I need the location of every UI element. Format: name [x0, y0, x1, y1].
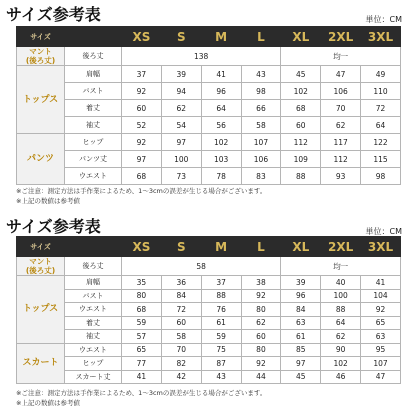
- value-cell: 45: [281, 370, 321, 384]
- value-cell: 112: [281, 134, 321, 151]
- table-row: [17, 330, 401, 344]
- category-cell: トップス: [17, 276, 65, 344]
- item-cell: 後ろ丈: [65, 257, 122, 276]
- value-cell: 65: [122, 343, 162, 357]
- category-cell: トップス: [17, 66, 65, 134]
- note-line: ※ご注意：測定方法は手作業によるため、1～3cmの誤差が生じる場合がございます。: [16, 389, 267, 397]
- value-cell: 41: [201, 66, 241, 83]
- item-cell: バスト: [65, 83, 122, 100]
- value-cell: 97: [281, 357, 321, 371]
- size-chart-section-2: [0, 212, 416, 416]
- value-cell: 115: [361, 151, 401, 168]
- value-cell: 88: [281, 168, 321, 185]
- value-cell: 106: [321, 83, 361, 100]
- value-cell: 43: [201, 370, 241, 384]
- value-cell: 107: [361, 357, 401, 371]
- table-row: [17, 303, 401, 317]
- header-blank: [65, 27, 122, 47]
- value-cell: 62: [161, 100, 201, 117]
- value-cell: 40: [321, 276, 361, 290]
- value-cell: 42: [161, 370, 201, 384]
- value-cell: 61: [201, 316, 241, 330]
- value-cell: 63: [361, 330, 401, 344]
- item-cell: バスト: [65, 289, 122, 303]
- header-size: XL: [281, 27, 321, 47]
- note-line: ※上記の数値は参考値: [16, 197, 80, 205]
- header-blank: [65, 237, 122, 257]
- header-size: XS: [122, 237, 162, 257]
- value-cell: 37: [201, 276, 241, 290]
- value-cell: 92: [122, 134, 162, 151]
- value-cell: 52: [122, 117, 162, 134]
- page-title: サイズ参考表: [6, 5, 101, 24]
- value-cell: 39: [281, 276, 321, 290]
- span-value-cell: 均一: [281, 47, 401, 66]
- item-cell: ヒップ: [65, 357, 122, 371]
- value-cell: 36: [161, 276, 201, 290]
- value-cell: 47: [361, 370, 401, 384]
- value-cell: 59: [122, 316, 162, 330]
- value-cell: 96: [201, 83, 241, 100]
- value-cell: 88: [201, 289, 241, 303]
- value-cell: 45: [281, 66, 321, 83]
- value-cell: 41: [361, 276, 401, 290]
- value-cell: 80: [241, 303, 281, 317]
- value-cell: 103: [201, 151, 241, 168]
- item-cell: 肩幅: [65, 276, 122, 290]
- value-cell: 68: [122, 168, 162, 185]
- note-line: ※ご注意：測定方法は手作業によるため、1～3cmの誤差が生じる場合がございます。: [16, 187, 267, 195]
- header-size: 3XL: [361, 237, 401, 257]
- value-cell: 109: [281, 151, 321, 168]
- size-table: [16, 26, 401, 185]
- value-cell: 92: [361, 303, 401, 317]
- value-cell: 117: [321, 134, 361, 151]
- value-cell: 63: [281, 316, 321, 330]
- value-cell: 90: [321, 343, 361, 357]
- value-cell: 92: [241, 357, 281, 371]
- header-size-label: サイズ: [17, 237, 65, 257]
- table-row: [17, 316, 401, 330]
- value-cell: 54: [161, 117, 201, 134]
- value-cell: 46: [321, 370, 361, 384]
- value-cell: 106: [241, 151, 281, 168]
- size-table: [16, 236, 401, 384]
- value-cell: 60: [122, 100, 162, 117]
- table-row: [17, 289, 401, 303]
- value-cell: 104: [361, 289, 401, 303]
- value-cell: 64: [361, 117, 401, 134]
- header-size: 3XL: [361, 27, 401, 47]
- value-cell: 62: [321, 330, 361, 344]
- value-cell: 80: [241, 343, 281, 357]
- value-cell: 58: [161, 330, 201, 344]
- value-cell: 38: [241, 276, 281, 290]
- table-row: [17, 276, 401, 290]
- value-cell: 62: [321, 117, 361, 134]
- table-row: [17, 117, 401, 134]
- value-cell: 88: [321, 303, 361, 317]
- value-cell: 84: [281, 303, 321, 317]
- header-size: 2XL: [321, 27, 361, 47]
- value-cell: 93: [321, 168, 361, 185]
- value-cell: 43: [241, 66, 281, 83]
- span-value-cell: 58: [122, 257, 281, 276]
- item-cell: ヒップ: [65, 134, 122, 151]
- item-cell: 肩幅: [65, 66, 122, 83]
- value-cell: 58: [241, 117, 281, 134]
- header-size: L: [241, 237, 281, 257]
- value-cell: 97: [122, 151, 162, 168]
- value-cell: 61: [281, 330, 321, 344]
- value-cell: 73: [161, 168, 201, 185]
- notes: [16, 388, 266, 408]
- table-row: [17, 168, 401, 185]
- header-size: XS: [122, 27, 162, 47]
- header-size: L: [241, 27, 281, 47]
- value-cell: 39: [161, 66, 201, 83]
- table-row: [17, 151, 401, 168]
- value-cell: 72: [361, 100, 401, 117]
- value-cell: 37: [122, 66, 162, 83]
- item-cell: スカート丈: [65, 370, 122, 384]
- table-row: [17, 343, 401, 357]
- header-size-label: サイズ: [17, 27, 65, 47]
- value-cell: 77: [122, 357, 162, 371]
- notes: [16, 186, 266, 206]
- item-cell: パンツ丈: [65, 151, 122, 168]
- category-cell: マント (後ろ丈): [17, 47, 65, 66]
- value-cell: 66: [241, 100, 281, 117]
- value-cell: 72: [161, 303, 201, 317]
- value-cell: 47: [321, 66, 361, 83]
- value-cell: 102: [201, 134, 241, 151]
- header-size: 2XL: [321, 237, 361, 257]
- item-cell: ウエスト: [65, 303, 122, 317]
- value-cell: 82: [161, 357, 201, 371]
- value-cell: 49: [361, 66, 401, 83]
- value-cell: 70: [321, 100, 361, 117]
- value-cell: 92: [241, 289, 281, 303]
- item-cell: 着丈: [65, 100, 122, 117]
- value-cell: 102: [321, 357, 361, 371]
- table-row: [17, 134, 401, 151]
- table-row: [17, 47, 401, 66]
- header-size: XL: [281, 237, 321, 257]
- note-line: ※上記の数値は参考値: [16, 399, 80, 407]
- value-cell: 80: [122, 289, 162, 303]
- value-cell: 84: [161, 289, 201, 303]
- value-cell: 122: [361, 134, 401, 151]
- value-cell: 95: [361, 343, 401, 357]
- value-cell: 107: [241, 134, 281, 151]
- value-cell: 70: [161, 343, 201, 357]
- value-cell: 59: [201, 330, 241, 344]
- value-cell: 98: [361, 168, 401, 185]
- header-size: M: [201, 237, 241, 257]
- header-size: S: [161, 27, 201, 47]
- table-row: [17, 357, 401, 371]
- value-cell: 60: [281, 117, 321, 134]
- value-cell: 75: [201, 343, 241, 357]
- value-cell: 62: [241, 316, 281, 330]
- value-cell: 85: [281, 343, 321, 357]
- value-cell: 102: [281, 83, 321, 100]
- value-cell: 56: [201, 117, 241, 134]
- value-cell: 65: [361, 316, 401, 330]
- value-cell: 87: [201, 357, 241, 371]
- item-cell: 袖丈: [65, 330, 122, 344]
- value-cell: 83: [241, 168, 281, 185]
- table-header-row: [17, 237, 401, 257]
- category-cell: パンツ: [17, 134, 65, 185]
- span-value-cell: 138: [122, 47, 281, 66]
- value-cell: 64: [321, 316, 361, 330]
- item-cell: 着丈: [65, 316, 122, 330]
- value-cell: 78: [201, 168, 241, 185]
- header-size: S: [161, 237, 201, 257]
- value-cell: 60: [161, 316, 201, 330]
- value-cell: 64: [201, 100, 241, 117]
- table-row: [17, 83, 401, 100]
- value-cell: 100: [321, 289, 361, 303]
- value-cell: 57: [122, 330, 162, 344]
- item-cell: 後ろ丈: [65, 47, 122, 66]
- value-cell: 110: [361, 83, 401, 100]
- value-cell: 35: [122, 276, 162, 290]
- item-cell: ウエスト: [65, 343, 122, 357]
- value-cell: 92: [122, 83, 162, 100]
- value-cell: 98: [241, 83, 281, 100]
- category-cell: マント (後ろ丈): [17, 257, 65, 276]
- value-cell: 97: [161, 134, 201, 151]
- item-cell: 袖丈: [65, 117, 122, 134]
- value-cell: 68: [281, 100, 321, 117]
- item-cell: ウエスト: [65, 168, 122, 185]
- table-row: [17, 100, 401, 117]
- unit-label: 単位：CM: [365, 227, 402, 236]
- value-cell: 76: [201, 303, 241, 317]
- value-cell: 60: [241, 330, 281, 344]
- value-cell: 112: [321, 151, 361, 168]
- table-row: [17, 66, 401, 83]
- span-value-cell: 均一: [281, 257, 401, 276]
- category-cell: スカート: [17, 343, 65, 384]
- table-header-row: [17, 27, 401, 47]
- unit-label: 単位：CM: [365, 15, 402, 24]
- value-cell: 96: [281, 289, 321, 303]
- value-cell: 68: [122, 303, 162, 317]
- table-row: [17, 370, 401, 384]
- page-title: サイズ参考表: [6, 217, 101, 236]
- value-cell: 100: [161, 151, 201, 168]
- value-cell: 41: [122, 370, 162, 384]
- value-cell: 94: [161, 83, 201, 100]
- header-size: M: [201, 27, 241, 47]
- value-cell: 44: [241, 370, 281, 384]
- table-row: [17, 257, 401, 276]
